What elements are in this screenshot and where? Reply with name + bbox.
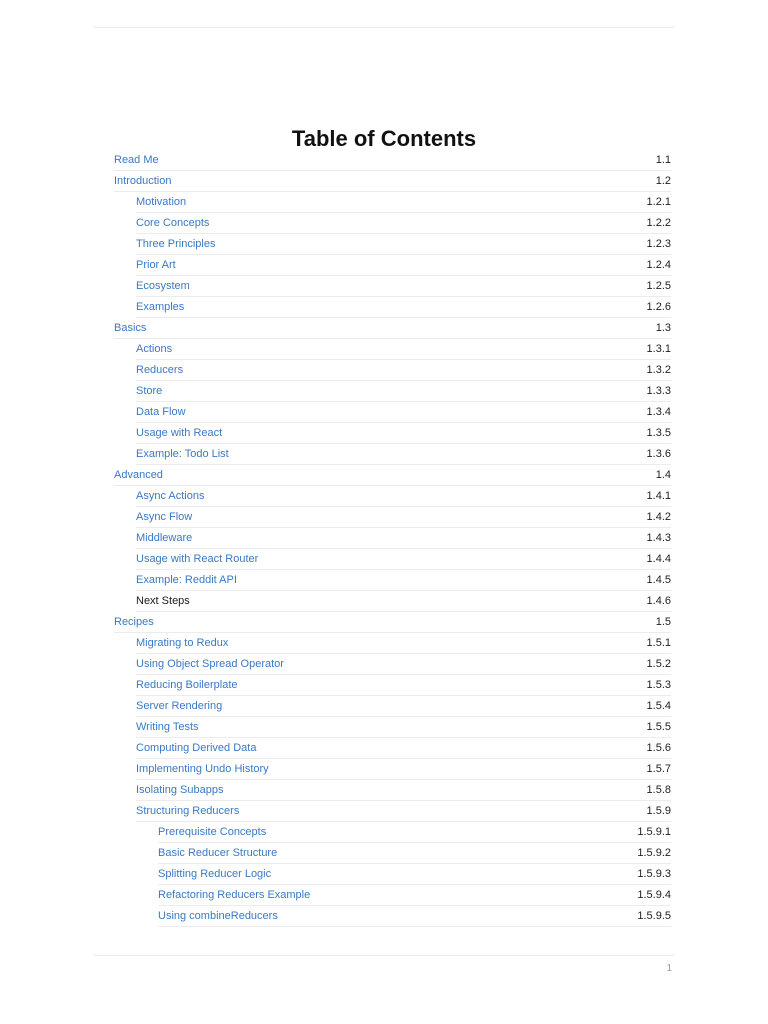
toc-entry-link[interactable]: Using combineReducers: [158, 910, 278, 922]
toc-row: [114, 171, 671, 192]
toc-entry-number: 1.5.8: [646, 784, 671, 796]
toc-entry-number: 1.3.5: [646, 427, 671, 439]
toc-row: [136, 528, 671, 549]
header-rule: [93, 27, 675, 28]
toc-entry-number: 1.5.5: [646, 721, 671, 733]
toc-entry-number: 1.5.1: [646, 637, 671, 649]
toc-entry-link[interactable]: Data Flow: [136, 406, 186, 418]
toc-row: [158, 864, 671, 885]
toc-entry-link[interactable]: Example: Todo List: [136, 448, 229, 460]
toc-entry-number: 1.5.4: [646, 700, 671, 712]
toc-entry-link[interactable]: Basics: [114, 322, 147, 334]
toc-row: [136, 360, 671, 381]
toc-row: [136, 402, 671, 423]
toc-entry-link[interactable]: Three Principles: [136, 238, 216, 250]
toc-row: [136, 339, 671, 360]
toc-row: [136, 549, 671, 570]
page-number: 1: [666, 963, 672, 974]
toc-entry-number: 1.4.4: [646, 553, 671, 565]
toc-entry-link[interactable]: Prerequisite Concepts: [158, 826, 267, 838]
page-title: Table of Contents: [291, 125, 477, 151]
toc-entry-number: 1.2.4: [646, 259, 671, 271]
toc-row: [136, 759, 671, 780]
toc-entry-link[interactable]: Splitting Reducer Logic: [158, 868, 272, 880]
toc-entry-link[interactable]: Examples: [136, 301, 185, 313]
toc-row: [136, 738, 671, 759]
toc-entry-number: 1.2.5: [646, 280, 671, 292]
toc-entry-link[interactable]: Async Flow: [136, 511, 193, 523]
toc-row: [136, 423, 671, 444]
toc-entry-number: 1.5.9.2: [637, 847, 671, 859]
toc-row: [114, 318, 671, 339]
toc-row: [136, 654, 671, 675]
toc-entry-number: 1.3.3: [646, 385, 671, 397]
toc-entry-number: 1.5.2: [646, 658, 671, 670]
toc-row: [136, 486, 671, 507]
toc-entry-link[interactable]: Ecosystem: [136, 280, 190, 292]
toc-row: [136, 570, 671, 591]
toc-entry-number: 1.5.3: [646, 679, 671, 691]
toc-row: [136, 297, 671, 318]
toc-entry-number: 1.3.4: [646, 406, 671, 418]
toc-entry-link[interactable]: Core Concepts: [136, 217, 210, 229]
toc-entry-number: 1.3: [655, 322, 671, 334]
toc-entry-link[interactable]: Migrating to Redux: [136, 637, 229, 649]
toc-row: [136, 633, 671, 654]
toc-entry-number: 1.5.9.5: [637, 910, 671, 922]
toc-row: [158, 885, 671, 906]
toc-entry-link[interactable]: Usage with React Router: [136, 553, 259, 565]
toc-row: [136, 255, 671, 276]
toc-entry-number: 1.5.7: [646, 763, 671, 775]
toc-entry-number: 1.4.6: [646, 595, 671, 607]
toc-entry-link[interactable]: Reducers: [136, 364, 184, 376]
toc-entry-link[interactable]: Implementing Undo History: [136, 763, 269, 775]
toc-entry-link[interactable]: Usage with React: [136, 427, 223, 439]
toc-entry-link[interactable]: Advanced: [114, 469, 163, 481]
toc-row: [158, 843, 671, 864]
toc-entry-number: 1.5.9.4: [637, 889, 671, 901]
toc-row: [136, 192, 671, 213]
toc-entry-link[interactable]: Actions: [136, 343, 173, 355]
toc-entry-link[interactable]: Recipes: [114, 616, 154, 628]
toc-entry-number: 1.5.6: [646, 742, 671, 754]
toc-entry-link[interactable]: Motivation: [136, 196, 187, 208]
toc-row: [136, 444, 671, 465]
toc-entry-number: 1.4.2: [646, 511, 671, 523]
toc-entry-link[interactable]: Middleware: [136, 532, 193, 544]
toc-entry-link[interactable]: Store: [136, 385, 163, 397]
toc-entry-number: 1.2.1: [646, 196, 671, 208]
toc-entry-link[interactable]: Read Me: [114, 154, 159, 166]
toc-entry-number: 1.3.1: [646, 343, 671, 355]
toc-entry-link[interactable]: Server Rendering: [136, 700, 223, 712]
toc-row: [136, 717, 671, 738]
toc-entry-link[interactable]: Prior Art: [136, 259, 176, 271]
table-of-contents: [114, 150, 671, 927]
toc-entry-number: 1.5: [655, 616, 671, 628]
toc-entry-link[interactable]: Computing Derived Data: [136, 742, 257, 754]
toc-entry-number: 1.2.2: [646, 217, 671, 229]
toc-entry-number: 1.2: [655, 175, 671, 187]
toc-row: [136, 801, 671, 822]
toc-entry-number: 1.5.9.3: [637, 868, 671, 880]
toc-entry-link[interactable]: Structuring Reducers: [136, 805, 240, 817]
toc-row: [136, 234, 671, 255]
toc-row: [136, 675, 671, 696]
toc-entry-number: 1.3.2: [646, 364, 671, 376]
toc-row: [136, 507, 671, 528]
toc-row: [114, 612, 671, 633]
toc-entry-link[interactable]: Refactoring Reducers Example: [158, 889, 311, 901]
toc-entry-link[interactable]: Basic Reducer Structure: [158, 847, 278, 859]
toc-entry-number: 1.4.1: [646, 490, 671, 502]
toc-entry-link[interactable]: Writing Tests: [136, 721, 199, 733]
toc-row: [136, 591, 671, 612]
toc-entry-number: 1.5.9.1: [637, 826, 671, 838]
toc-row: [158, 906, 671, 927]
toc-entry-number: 1.3.6: [646, 448, 671, 460]
toc-entry-number: 1.4.3: [646, 532, 671, 544]
toc-entry-number: 1.1: [655, 154, 671, 166]
toc-entry-link[interactable]: Introduction: [114, 175, 172, 187]
toc-row: [114, 150, 671, 171]
toc-entry-number: 1.5.9: [646, 805, 671, 817]
toc-row: [136, 213, 671, 234]
toc-row: [136, 276, 671, 297]
toc-entry-number: 1.2.6: [646, 301, 671, 313]
toc-entry-link[interactable]: Using Object Spread Operator: [136, 658, 284, 670]
toc-entry-link[interactable]: Async Actions: [136, 490, 205, 502]
toc-row: [136, 381, 671, 402]
toc-row: [136, 696, 671, 717]
toc-row: [114, 465, 671, 486]
toc-entry-link[interactable]: Reducing Boilerplate: [136, 679, 238, 691]
toc-row: [158, 822, 671, 843]
toc-entry-link[interactable]: Isolating Subapps: [136, 784, 224, 796]
toc-entry-link[interactable]: Next Steps: [136, 595, 190, 607]
toc-entry-number: 1.4: [655, 469, 671, 481]
toc-row: [136, 780, 671, 801]
footer-rule: [93, 955, 675, 956]
toc-entry-link[interactable]: Example: Reddit API: [136, 574, 237, 586]
toc-entry-number: 1.2.3: [646, 238, 671, 250]
toc-entry-number: 1.4.5: [646, 574, 671, 586]
